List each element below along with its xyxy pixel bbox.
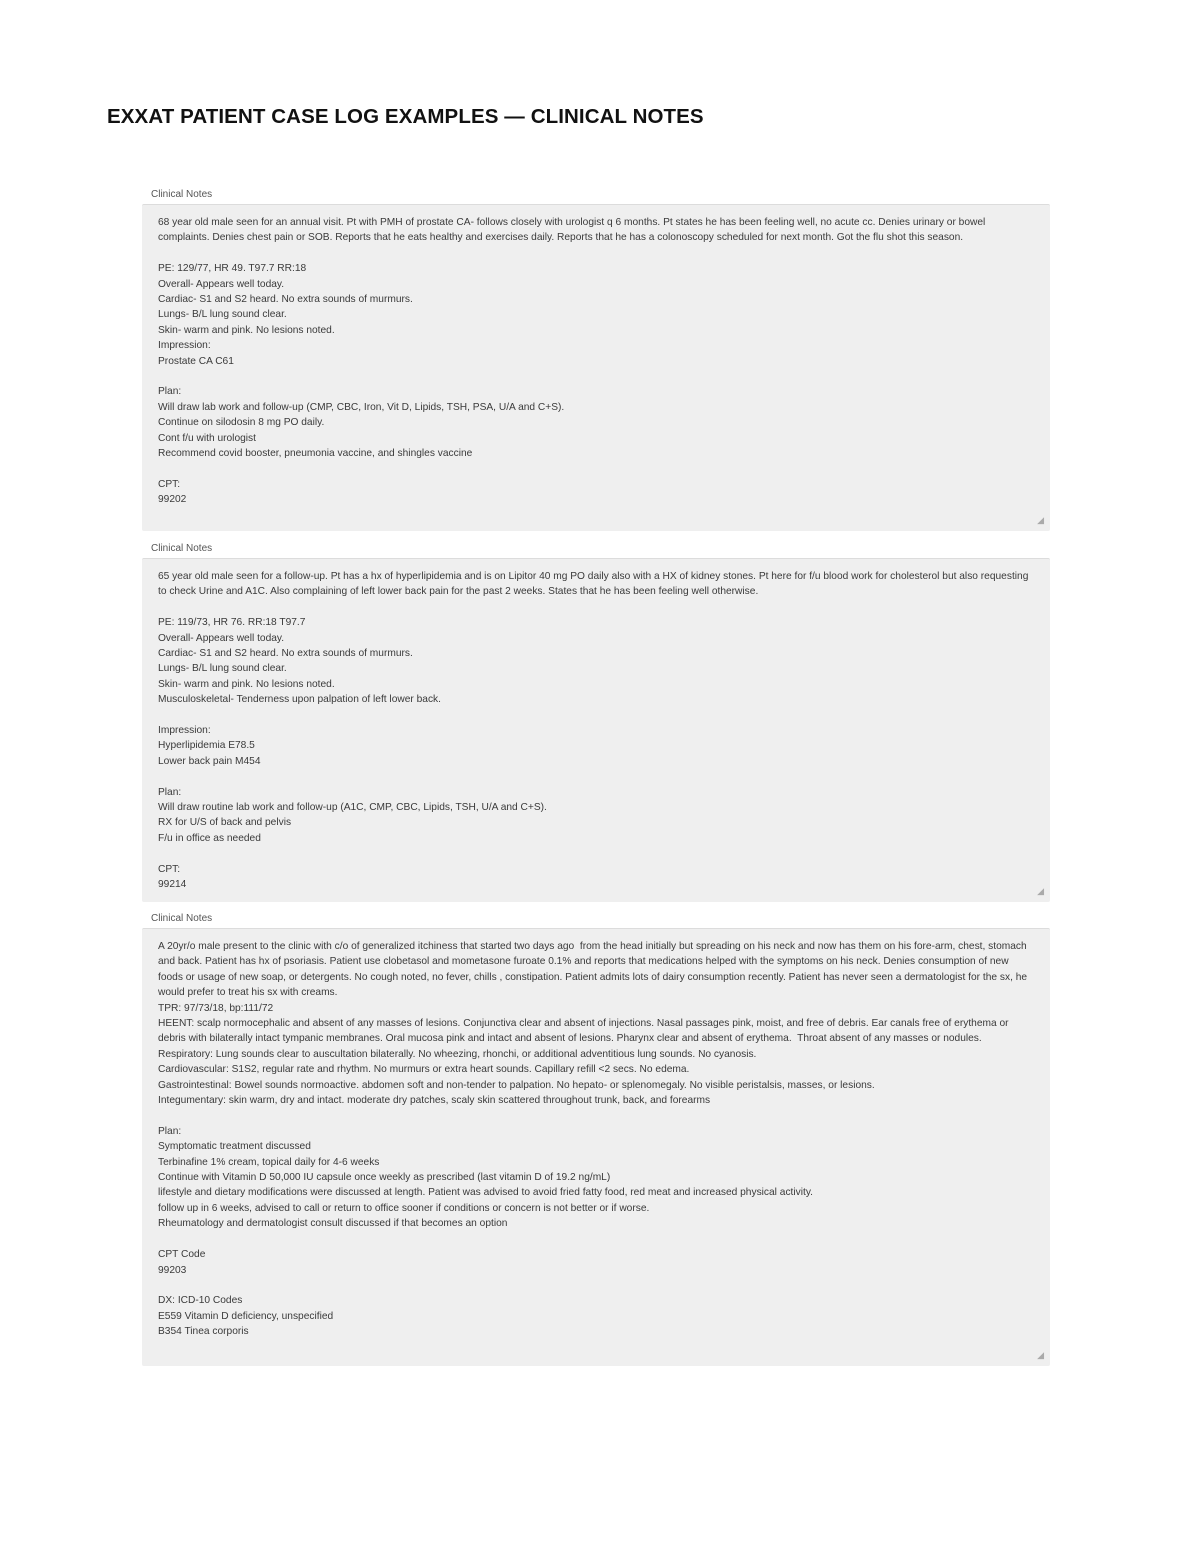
- clinical-notes-label: Clinical Notes: [151, 913, 213, 924]
- note-line: B354 Tinea corporis: [158, 1326, 249, 1338]
- note-line: Continue with Vitamin D 50,000 IU capsule once weekly as prescribed (last vitamin D of 19.2 ng/mL): [158, 1172, 611, 1184]
- note-line: Lungs- B/L lung sound clear.: [158, 309, 287, 321]
- resize-handle-icon[interactable]: ◢: [1037, 886, 1044, 896]
- note-line: 65 year old male seen for a follow-up. Pt has a hx of hyperlipidemia and is on Lipitor 40 mg PO daily also with a HX of kidney stones. Pt here for f/u blood work for cholesterol but also requesting to check Urine and A1C. Also complaining of left lower back pain for the past 2 weeks. States that he has been feeling well otherwise.: [158, 571, 1032, 598]
- note-line: Respiratory: Lung sounds clear to auscultation bilaterally. No wheezing, rhonchi, or additional adventitious lung sounds. No cyanosis.: [158, 1048, 757, 1060]
- note-line: Rheumatology and dermatologist consult discussed if that becomes an option: [158, 1218, 508, 1230]
- note-line: 99203: [158, 1264, 187, 1276]
- clinical-notes-label: Clinical Notes: [151, 189, 213, 200]
- clinical-note-1: [142, 189, 1050, 531]
- note-line: CPT Code: [158, 1249, 206, 1261]
- blank-line: [158, 1278, 1036, 1293]
- note-line: 99214: [158, 879, 187, 891]
- note-line: Recommend covid booster, pneumonia vaccine, and shingles vaccine: [158, 448, 473, 460]
- note-line: E559 Vitamin D deficiency, unspecified: [158, 1310, 334, 1322]
- note-line: PE: 129/77, HR 49. T97.7 RR:18: [158, 263, 307, 275]
- clinical-notes-textarea[interactable]: [142, 558, 1050, 902]
- note-line: Hyperlipidemia E78.5: [158, 740, 255, 752]
- note-line: 68 year old male seen for an annual visit. Pt with PMH of prostate CA- follows closely with urologist q 6 months. Pt states he has been feeling well, no acute cc. Denies urinary or bowel complaints. Denies chest pain or SOB. Reports that he eats healthy and exercises daily. Reports that he has a colonoscopy scheduled for next month. Got the flu shot this season.: [158, 217, 989, 244]
- note-line: F/u in office as needed: [158, 832, 261, 844]
- note-line: Lower back pain M454: [158, 755, 261, 767]
- page-title: EXXAT PATIENT CASE LOG EXAMPLES — CLINICAL NOTES: [107, 105, 704, 128]
- note-line: Overall- Appears well today.: [158, 632, 285, 644]
- note-line: TPR: 97/73/18, bp:111/72: [158, 1002, 274, 1014]
- note-line: RX for U/S of back and pelvis: [158, 817, 292, 829]
- note-line: Gastrointestinal: Bowel sounds normoactive. abdomen soft and non-tender to palpation. No hepato- or splenomegaly. No visible peristalsis, masses, or lesions.: [158, 1079, 875, 1091]
- note-line: Musculoskeletal- Tenderness upon palpation of left lower back.: [158, 694, 441, 706]
- blank-line: [158, 1108, 1036, 1123]
- blank-line: [158, 600, 1036, 615]
- note-line: Cardiac- S1 and S2 heard. No extra sounds of murmurs.: [158, 294, 413, 306]
- note-line: PE: 119/73, HR 76. RR:18 T97.7: [158, 617, 306, 629]
- note-line: HEENT: scalp normocephalic and absent of any masses of lesions. Conjunctiva clear and absent of injections. Nasal passages pink, moist, and free of debris. Ear canals free of erythema or debris with bilaterally intact tympanic membranes. Oral mucosa pink and intact and absent of lesions. Pharynx clear and absent of erythema. Throat absent of any masses or nodules.: [158, 1018, 1012, 1045]
- note-line: Skin- warm and pink. No lesions noted.: [158, 324, 335, 336]
- note-line: Plan:: [158, 786, 182, 798]
- note-line: CPT:: [158, 478, 181, 490]
- note-line: lifestyle and dietary modifications were discussed at length. Patient was advised to avoid fried fatty food, red meat and increased physical activity.: [158, 1187, 813, 1199]
- note-line: A 20yr/o male present to the clinic with c/o of generalized itchiness that started two days ago from the head initially but spreading on his neck and now has them on his fore-arm, chest, stomach and back. Patient has hx of psoriasis. Patient use clobetasol and mometasone furoate 0.1% and reports that medications helped with the symptoms on his neck. Denies consumption of new foods or usage of new soap, or detergents. No cough noted, no fever, chills , constipation. Patient admits lots of dairy consumption recently. Patient has never seen a dermatologist for the sx, he would prefer to treat his sx with creams.: [158, 941, 1030, 999]
- note-line: Terbinafine 1% cream, topical daily for 4-6 weeks: [158, 1156, 380, 1168]
- note-line: Impression:: [158, 725, 211, 737]
- note-line: Cont f/u with urologist: [158, 432, 256, 444]
- blank-line: [158, 1232, 1036, 1247]
- clinical-note-3: [142, 913, 1050, 1366]
- note-line: Impression:: [158, 340, 211, 352]
- blank-line: [158, 769, 1036, 784]
- note-line: DX: ICD-10 Codes: [158, 1295, 243, 1307]
- note-line: 99202: [158, 494, 187, 506]
- note-line: Symptomatic treatment discussed: [158, 1141, 311, 1153]
- blank-line: [158, 708, 1036, 723]
- clinical-notes-textarea[interactable]: [142, 204, 1050, 531]
- note-line: Overall- Appears well today.: [158, 278, 285, 290]
- note-line: Cardiovascular: S1S2, regular rate and rhythm. No murmurs or extra heart sounds. Capillary refill <2 secs. No edema.: [158, 1064, 690, 1076]
- note-line: Cardiac- S1 and S2 heard. No extra sounds of murmurs.: [158, 648, 413, 660]
- note-line: Plan:: [158, 1125, 182, 1137]
- clinical-notes-textarea[interactable]: [142, 928, 1050, 1366]
- resize-handle-icon[interactable]: ◢: [1037, 1350, 1044, 1360]
- blank-line: [158, 246, 1036, 261]
- resize-handle-icon[interactable]: ◢: [1037, 515, 1044, 525]
- note-line: Plan:: [158, 386, 182, 398]
- note-line: Will draw routine lab work and follow-up (A1C, CMP, CBC, Lipids, TSH, U/A and C+S).: [158, 802, 547, 814]
- blank-line: [158, 461, 1036, 476]
- note-line: Integumentary: skin warm, dry and intact. moderate dry patches, scaly skin scattered throughout trunk, back, and forearms: [158, 1095, 711, 1107]
- blank-line: [158, 846, 1036, 861]
- note-line: Will draw lab work and follow-up (CMP, CBC, Iron, Vit D, Lipids, TSH, PSA, U/A and C+S).: [158, 401, 565, 413]
- clinical-notes-label: Clinical Notes: [151, 543, 213, 554]
- note-line: Continue on silodosin 8 mg PO daily.: [158, 417, 325, 429]
- blank-line: [158, 369, 1036, 384]
- clinical-note-2: [142, 543, 1050, 902]
- note-line: follow up in 6 weeks, advised to call or return to office sooner if conditions or concern is not better or if worse.: [158, 1202, 650, 1214]
- note-line: Lungs- B/L lung sound clear.: [158, 663, 287, 675]
- note-line: CPT:: [158, 863, 181, 875]
- note-line: Prostate CA C61: [158, 355, 234, 367]
- note-line: Skin- warm and pink. No lesions noted.: [158, 678, 335, 690]
